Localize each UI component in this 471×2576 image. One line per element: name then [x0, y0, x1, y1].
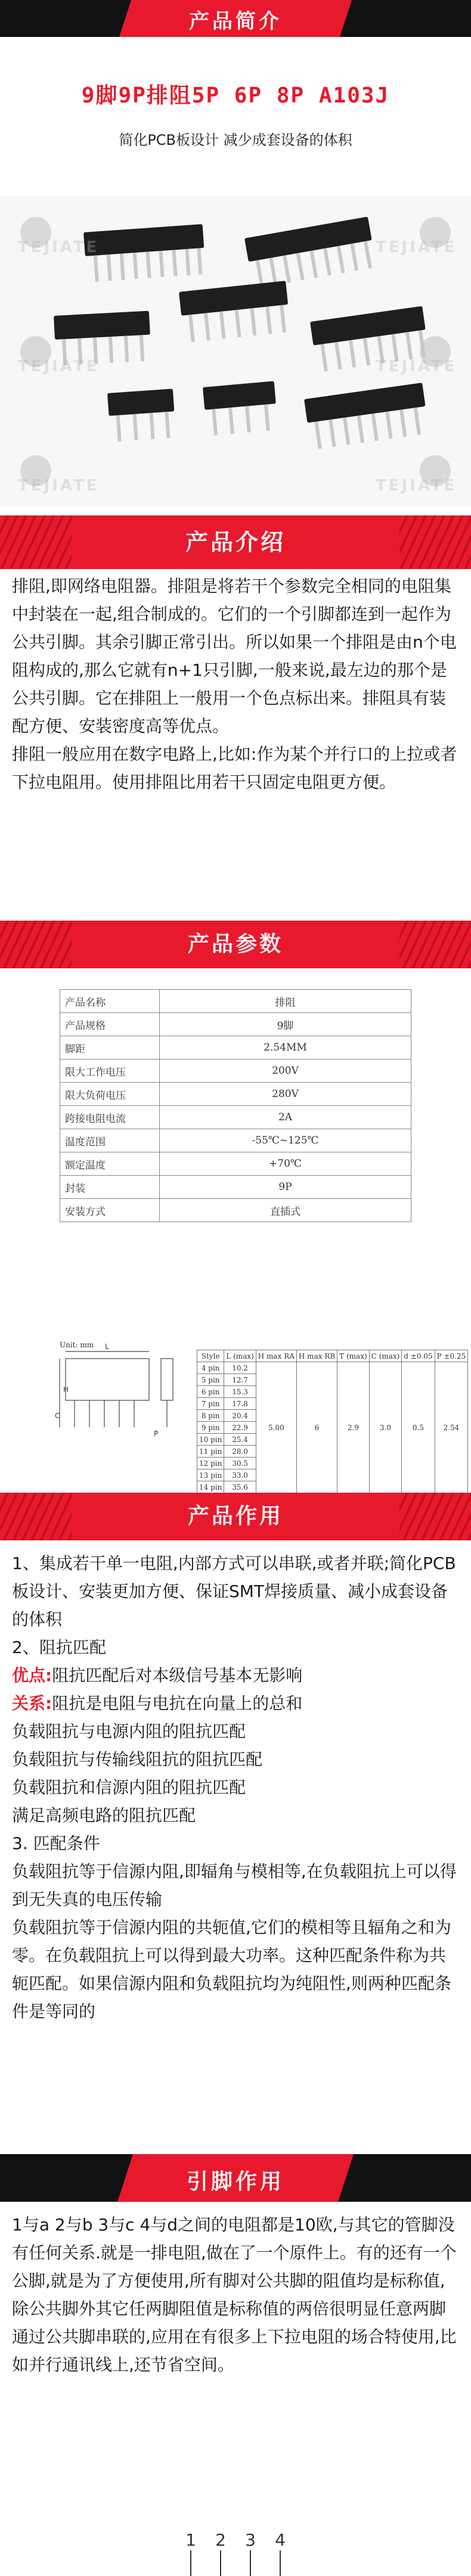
product-model-title: 9脚9P排阻5P 6P 8P A103J	[81, 83, 390, 108]
dim-header: H max RB	[296, 1350, 337, 1362]
match-condition-2: 负载阻抗等于信源内阻的共轭值,它们的模相等且辐角之和为零。在负载阻抗上可以得到最大功率。这种匹配条件称为共轭匹配。如果信源内阻和负载阻抗均为纯阻性,则两种匹配条件是等同的	[12, 1918, 451, 2021]
dim-cell: 10.2	[224, 1362, 256, 1374]
dim-cell: 28.0	[224, 1446, 256, 1458]
param-value: +70℃	[160, 1152, 411, 1176]
param-value: -55℃~125℃	[160, 1129, 411, 1152]
advantage-text: 阻抗匹配后对本级信号基本无影响	[52, 1665, 303, 1685]
svg-text:P: P	[154, 1430, 159, 1438]
match-item: 3. 匹配条件	[12, 1834, 100, 1853]
match-condition-1: 负载阻抗等于信源内阻,即辐角与模相等,在负载阻抗上可以得到无失真的电压传输	[12, 1862, 457, 1909]
params-row	[60, 1059, 411, 1083]
svg-text:C: C	[55, 1412, 60, 1420]
params-row	[60, 1036, 411, 1059]
dim-header: P ±0.25	[435, 1350, 468, 1362]
dim-shared-cell: 5.00	[256, 1362, 296, 1493]
watermark: TEJIATE	[376, 477, 457, 495]
param-key: 产品规格	[60, 1013, 160, 1036]
match-item: 满足高频电路的阻抗匹配	[12, 1806, 196, 1825]
dim-cell: 9 pin	[197, 1422, 224, 1434]
params-row	[60, 1013, 411, 1036]
pins-paragraph: 1与a 2与b 3与c 4与d之间的电阻都是10欧,与其它的管脚没有任何关系.就是一排电阻,做在了一个原件上。有的还有一个公脚,就是为了方便使用,所有脚对公共脚的阻值均是标称值,除公共脚外其它任两脚阻值是标称值的两倍很明显任意两脚通过公共脚串联的,应用在有很多上下拉电阻的场合特使用,比如并行通讯线上,还节省空间。	[12, 2215, 457, 2375]
dim-shared-cell: 0.5	[402, 1362, 435, 1493]
param-value: 280V	[160, 1083, 411, 1106]
dim-shared-cell: 3.0	[369, 1362, 402, 1493]
param-key: 产品名称	[60, 990, 160, 1013]
intro-banner	[0, 0, 471, 37]
params-row	[60, 1106, 411, 1129]
relation-text: 阻抗是电阻与电抗在向量上的总和	[52, 1693, 303, 1713]
description-banner	[0, 515, 471, 569]
param-value: 2A	[160, 1106, 411, 1129]
param-value: 200V	[160, 1059, 411, 1083]
dim-cell: 10 pin	[197, 1434, 224, 1446]
unit-label: Unit: mm	[60, 1341, 94, 1349]
description-banner-title: 产品介绍	[185, 529, 286, 555]
dim-cell: 33.0	[224, 1469, 256, 1481]
pin-label: 2	[215, 2530, 226, 2550]
dim-header: Style	[197, 1350, 224, 1362]
dim-shared-cell: 2.9	[337, 1362, 369, 1493]
function-line-2: 2、阻抗匹配	[12, 1637, 106, 1657]
watermark: TEJIATE	[376, 238, 457, 256]
dim-cell: 17.8	[224, 1398, 256, 1410]
dim-cell: 30.5	[224, 1458, 256, 1469]
watermark: TEJIATE	[18, 358, 100, 375]
dimension-table	[197, 1350, 468, 1493]
dim-cell: 11 pin	[197, 1446, 224, 1458]
dim-header: d ±0.05	[402, 1350, 435, 1362]
description-paragraph-1: 排阻,即网络电阻器。排阻是将若干个参数完全相同的电阻集中封装在一起,组合制成的。它们的一个引脚都连到一起作为公共引脚。其余引脚正常引出。所以如果一个排阻是由n个电阻构成的,那么它就有n+1只引脚,一般来说,最左边的那个是公共引脚。它在排阻上一般用一个色点标出来。排阻具有装配方便、安装密度高等优点。	[12, 576, 457, 736]
params-banner	[0, 921, 471, 968]
dim-cell: 35.6	[224, 1481, 256, 1493]
function-banner-title: 产品作用	[187, 1504, 283, 1528]
match-item: 负载阻抗与传输线阻抗的阻抗匹配	[12, 1750, 263, 1769]
advantage-label: 优点:	[12, 1665, 52, 1685]
dim-cell: 12.7	[224, 1374, 256, 1386]
svg-text:H: H	[63, 1385, 69, 1394]
function-banner	[0, 1493, 471, 1540]
params-row	[60, 1083, 411, 1106]
dim-cell: 13 pin	[197, 1469, 224, 1481]
product-photo	[0, 197, 471, 507]
param-key: 脚距	[60, 1036, 160, 1059]
pins-banner	[0, 2154, 471, 2202]
params-row	[60, 990, 411, 1013]
param-key: 限大负荷电压	[60, 1083, 160, 1106]
params-row	[60, 1176, 411, 1199]
param-key: 温度范围	[60, 1129, 160, 1152]
svg-text:L: L	[105, 1343, 109, 1351]
dim-cell: 7 pin	[197, 1398, 224, 1410]
params-row	[60, 1129, 411, 1152]
param-value: 排阻	[160, 990, 411, 1013]
dim-cell: 22.9	[224, 1422, 256, 1434]
dim-cell: 5 pin	[197, 1374, 224, 1386]
intro-banner-title: 产品简介	[189, 10, 282, 33]
param-key: 安装方式	[60, 1199, 160, 1222]
dim-header: C (max)	[369, 1350, 402, 1362]
watermark: TEJIATE	[18, 477, 100, 495]
param-key: 限大工作电压	[60, 1059, 160, 1083]
dim-cell: 4 pin	[197, 1362, 224, 1374]
relation-label: 关系:	[12, 1693, 52, 1713]
param-value: 直插式	[160, 1199, 411, 1222]
param-key: 封装	[60, 1176, 160, 1199]
dim-cell: 6 pin	[197, 1386, 224, 1398]
dim-cell: 12 pin	[197, 1458, 224, 1469]
function-text	[12, 1549, 459, 2025]
match-item: 负载阻抗与电源内阻的阻抗匹配	[12, 1722, 246, 1741]
param-value: 2.54MM	[160, 1036, 411, 1059]
params-row	[60, 1152, 411, 1176]
function-line-1: 1、集成若干单一电阻,内部方式可以串联,或者并联;简化PCB板设计、安装更加方便、保证SMT焊接质量、减小成套设备的体积	[12, 1553, 456, 1629]
dim-cell: 25.4	[224, 1434, 256, 1446]
advantage-line	[12, 1661, 459, 1689]
watermark: TEJIATE	[18, 238, 100, 256]
pin-label: 4	[275, 2530, 286, 2550]
param-key: 跨接电阻电流	[60, 1106, 160, 1129]
dim-shared-cell: 2.54	[435, 1362, 468, 1493]
description-paragraph-2: 排阻一般应用在数字电路上,比如:作为某个并行口的上拉或者下拉电阻用。使用排阻比用若干只固定电阻更方便。	[12, 744, 457, 792]
dim-header: T (max)	[337, 1350, 369, 1362]
dim-cell: 14 pin	[197, 1481, 224, 1493]
params-row	[60, 1199, 411, 1222]
pin-diagram	[167, 2527, 322, 2576]
watermark: TEJIATE	[376, 358, 457, 375]
dim-cell: 15.3	[224, 1386, 256, 1398]
product-tagline: 简化PCB板设计 减少成套设备的体积	[119, 132, 352, 148]
dim-cell: 8 pin	[197, 1410, 224, 1422]
relation-line	[12, 1689, 459, 1717]
match-item: 负载阻抗和信源内阻的阻抗匹配	[12, 1778, 246, 1797]
pin-label: 3	[245, 2530, 256, 2550]
description-text	[12, 572, 459, 796]
param-value: 9P	[160, 1176, 411, 1199]
dim-header: H max RA	[256, 1350, 296, 1362]
dim-cell: 20.4	[224, 1410, 256, 1422]
pin-label: 1	[185, 2530, 196, 2550]
params-banner-title: 产品参数	[187, 932, 283, 956]
param-key: 额定温度	[60, 1152, 160, 1176]
dim-shared-cell: 6	[296, 1362, 337, 1493]
param-value: 9脚	[160, 1013, 411, 1036]
pins-text	[12, 2211, 459, 2379]
dim-row	[197, 1362, 468, 1374]
params-table	[60, 989, 411, 1222]
dim-header: L (max)	[224, 1350, 256, 1362]
pins-banner-title: 引脚作用	[186, 2170, 284, 2194]
